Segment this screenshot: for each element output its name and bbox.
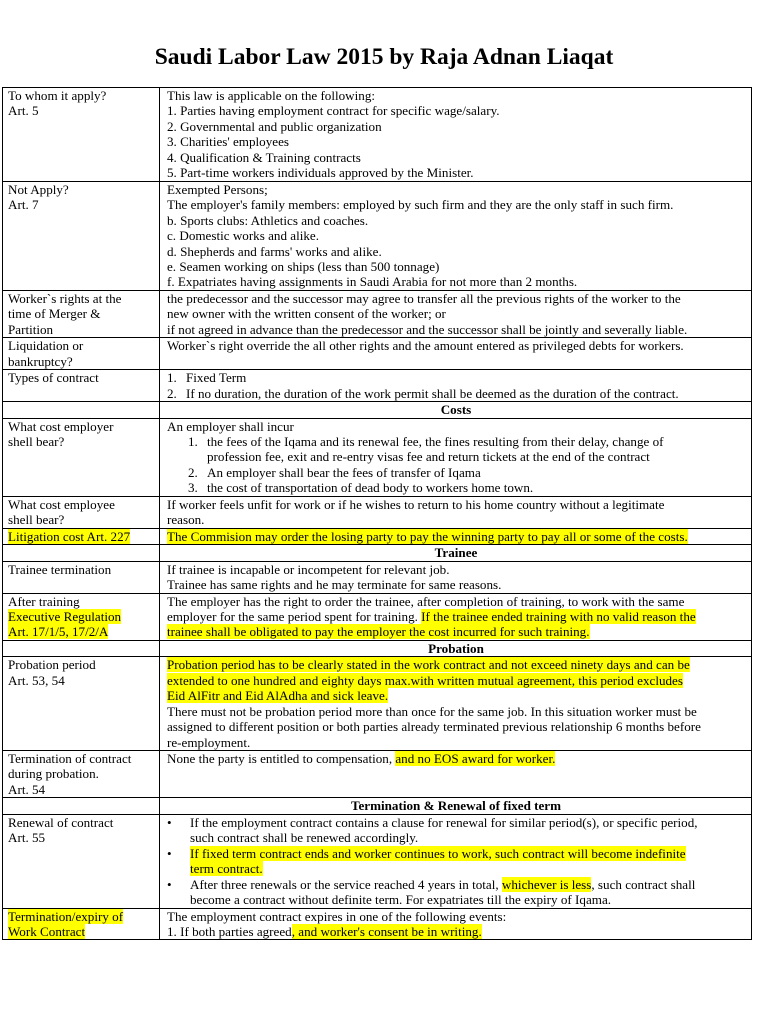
row-content-cell: If worker feels unfit for work or if he wishes to return to his home country without a legitimate reason.: [160, 496, 752, 528]
table-row: [3, 370, 752, 402]
section-row: [3, 798, 752, 814]
bullet-item: [167, 846, 747, 861]
bullet-item: •If the employment contract contains a clause for renewal for similar period(s), or specific period,: [167, 815, 747, 830]
row-label-cell: Liquidation or bankruptcy?: [3, 338, 160, 370]
row-content-cell: Exempted Persons; The employer's family members: employed by such firm and they are the only staff in such firm. b. Sports clubs: Athletics and coaches. c. Domestic works and alike. d. Shepherds and farms' works and alike. e. Seamen working on ships (less than 500 tonnage) f. Expatriates having assignments in Saudi Arabia for not more than 2 months.: [160, 181, 752, 290]
table-row: [3, 751, 752, 798]
row-content-cell: Probation period has to be clearly stated in the work contract and not exceed ninety days and can be extended to one hundred and eighty days max.with written mutual agreement, this period excludes Eid AlFitr and Eid AlAdha and sick leave. There must not be probation period more than once for the same job. In this situation worker must be assigned to different position or both parties already terminated previous relationship 6 months before re-employment.: [160, 657, 752, 751]
row-label-cell: To whom it apply? Art. 5: [3, 88, 160, 182]
bullet-icon: [167, 815, 190, 830]
table-row: [3, 593, 752, 640]
numbered-item: 1. the fees of the Iqama and its renewal fee, the fines resulting from their delay, change of: [188, 433, 664, 449]
row-label-cell: After training Executive Regulation Art. 17/1/5, 17/2/A: [3, 593, 160, 640]
highlighted-text: If the trainee ended training with no valid reason the: [421, 608, 696, 624]
row-content-cell: If trainee is incapable or incompetent for relevant job. Trainee has same rights and he may terminate for same reasons.: [160, 561, 752, 593]
highlighted-text: and no EOS award for worker.: [395, 751, 556, 767]
highlighted-text: Executive Regulation: [8, 608, 122, 624]
highlighted-text: term contract.: [190, 861, 263, 877]
highlighted-text: extended to one hundred and eighty days max.with written mutual agreement, this period excludes: [167, 672, 683, 688]
table-row: [3, 528, 752, 544]
labor-law-table: [2, 87, 752, 940]
numbered-item: 2. An employer shall bear the fees of transfer of Iqama: [188, 464, 481, 480]
highlighted-text: The Commision may order the losing party to pay the winning party to pay all or some of the costs.: [167, 528, 688, 544]
row-content-cell: [160, 370, 752, 402]
bullet-icon: [167, 877, 190, 892]
highlighted-text: Work Contract: [8, 924, 86, 940]
row-content-cell: The employment contract expires in one of the following events: 1. If both parties agreed, and worker's consent be in writing.: [160, 908, 752, 940]
row-label-cell: [3, 908, 160, 940]
row-content-cell: Worker`s right override the all other rights and the amount entered as privileged debts for workers.: [160, 338, 752, 370]
page-title: Saudi Labor Law 2015 by Raja Adnan Liaqat: [154, 44, 614, 70]
row-content-cell: The employer has the right to order the trainee, after completion of training, to work with the same employer for the same period spent for training. If the trainee ended training with no valid reason the trainee shall be obligated to pay the employer the cost incurred for such training.: [160, 593, 752, 640]
section-heading: Trainee: [160, 545, 752, 561]
section-heading: Probation: [160, 640, 752, 656]
row-label-cell: Worker`s rights at the time of Merger & Partition: [3, 290, 160, 337]
row-label-cell: Not Apply? Art. 7: [3, 181, 160, 290]
row-content-cell: None the party is entitled to compensation, and no EOS award for worker.: [160, 751, 752, 798]
highlighted-text: Eid AlFitr and Eid AlAdha and sick leave.: [167, 688, 389, 704]
highlighted-text: If fixed term contract ends and worker continues to work, such contract will become indefinite: [190, 845, 686, 861]
highlighted-text: Litigation cost Art. 227: [8, 528, 131, 544]
table-row: [3, 338, 752, 370]
row-label-cell: Renewal of contract Art. 55: [3, 814, 160, 908]
section-heading: Termination & Renewal of fixed term: [160, 798, 752, 814]
table-row: [3, 561, 752, 593]
section-row: [3, 402, 752, 418]
highlighted-text: Termination/expiry of: [8, 908, 124, 924]
table-row: [3, 181, 752, 290]
table-row: [3, 908, 752, 940]
table-row: [3, 418, 752, 496]
section-row: [3, 640, 752, 656]
row-content-cell: •If the employment contract contains a clause for renewal for similar period(s), or specific period, such contract shall be renewed accordingly. •If fixed term contract ends and worker continues to work, such contract will become indefinite term contract. •After three renewals or the service reached 4 years in total, whichever is less, such contract shall become a contract without definite term. For expatriates till the expiry of Iqama.: [160, 814, 752, 908]
row-label-cell: [3, 528, 160, 544]
row-label-cell: What cost employer shell bear?: [3, 418, 160, 496]
highlighted-text: trainee shall be obligated to pay the employer the cost incurred for such training.: [167, 624, 590, 640]
row-label-cell: Types of contract: [3, 370, 160, 402]
table-row: [3, 814, 752, 908]
row-content-cell: An employer shall incur 1. the fees of the Iqama and its renewal fee, the fines resulting from their delay, change of profession fee, exit and re-entry visas fee and return tickets at the end of the contract 2. An employer shall bear the fees of transfer of Iqama 3. the cost of transportation of dead body to workers home town.: [160, 418, 752, 496]
section-row: [3, 545, 752, 561]
table-row: [3, 496, 752, 528]
table-row: [3, 290, 752, 337]
section-heading: Costs: [160, 402, 752, 418]
table-row: [3, 88, 752, 182]
highlighted-text: , and worker's consent be in writing.: [291, 924, 482, 940]
row-label-cell: Termination of contract during probation. Art. 54: [3, 751, 160, 798]
table-row: [3, 657, 752, 751]
row-content-cell: the predecessor and the successor may agree to transfer all the previous rights of the worker to the new owner with the written consent of the worker; or if not agreed in advance than the predecessor and the successor shall be jointly and severally liable.: [160, 290, 752, 337]
row-label-cell: Probation period Art. 53, 54: [3, 657, 160, 751]
row-content-cell: [160, 528, 752, 544]
bullet-icon: [167, 846, 190, 861]
bullet-item: •After three renewals or the service reached 4 years in total, whichever is less, such contract shall: [167, 877, 747, 892]
row-content-cell: This law is applicable on the following: 1. Parties having employment contract for specific wage/salary. 2. Governmental and public organization 3. Charities' employees 4. Qualification & Training contracts 5. Part-time workers individuals approved by the Minister.: [160, 88, 752, 182]
row-label-cell: What cost employee shell bear?: [3, 496, 160, 528]
numbered-item: 3. the cost of transportation of dead body to workers home town.: [188, 480, 534, 496]
highlighted-text: Art. 17/1/5, 17/2/A: [8, 624, 109, 640]
row-label-cell: Trainee termination: [3, 561, 160, 593]
numbered-item: 1. Fixed Term: [167, 370, 247, 386]
highlighted-text: whichever is less: [501, 876, 592, 892]
highlighted-text: Probation period has to be clearly stated in the work contract and not exceed ninety days and can be: [167, 657, 690, 673]
numbered-item: 2. If no duration, the duration of the work permit shall be deemed as the duration of the contract.: [167, 385, 679, 401]
